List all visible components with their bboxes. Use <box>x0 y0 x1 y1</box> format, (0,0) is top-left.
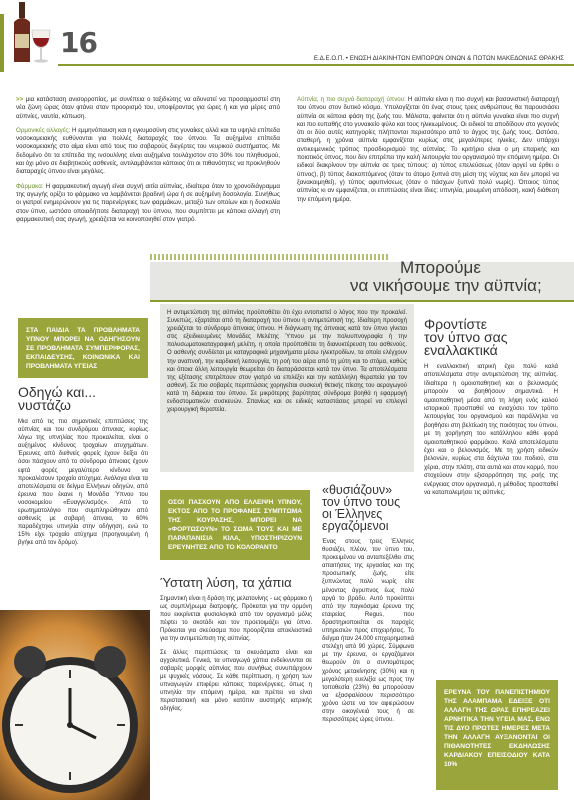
driver-title: Οδηγώ και... νυστάζω <box>18 384 96 413</box>
title-band <box>150 252 574 302</box>
main-title-line1: Μπορούμε <box>400 258 481 277</box>
alternative-title-line2: τον ύπνο σας <box>424 329 508 345</box>
children-callout-text: ΣΤΑ ΠΑΙΔΙΑ ΤΑ ΠΡΟΒΛΗΜΑΤΑ ΥΠΝΟΥ ΜΠΟΡΕΙ ΝΑ ΟΔΗΓΗΣΟΥΝ ΣΕ ΠΡΟΒΛΗΜΑΤΑ ΣΥΜΠΕΡΙΦΟΡΑΣ, ΕΚΠΑΙΔΕΥΣΗΣ, ΚΟΙΝΩΝΙΚΑ ΚΑΙ ΠΡΟΒΛΗΜΑΤΑ ΥΓΕΙΑΣ <box>26 327 140 370</box>
treatment-block <box>160 304 414 472</box>
greek-workers-title-4: εργαζόμενοι <box>322 519 389 533</box>
pills-paragraph-2: Σε άλλες περιπτώσεις τα σκευάσματα είναι και αγχολυτικά. Γενικά, τα υπναγωγά χάπια ενδείκνυνται σε σοβαρές μορφές αϋπνίας που συνήθως συνυπάρχουν με ψυχικές νόσους. Σε κάθε περίπτωση, η χρήση των υπναγωγών επιφέρει κάποιες παρενέργειες, όπως η υπνηλία την επόμενη ημέρα, και πρέπει να είναι περιστασιακή και μόνο κατόπιν αυστηρής ιατρικής οδηγίας. <box>160 649 312 713</box>
hormonal-lead: Ορμονικές αλλαγές: <box>16 126 71 134</box>
alternative-title-line1: Φροντίστε <box>424 316 487 332</box>
hormonal-paragraph: Ορμονικές αλλαγές: Η εμμηνόπαυση και η εγκυμοσύνη στις γυναίκες αλλά και τα υψηλά επίπεδα νοσοκομειακής ευθύνονται για πολλές διαταραχές του ύπνου. Τα αυξημένα επίπεδα νοσοκομειακής στο αίμα είναι από τους πιο σοβαρούς διεγέρτες του νευρικού συστήματος. Με δεδομένο ότι τα επίπεδα της ινσουλίνης είναι αυξημένα τουλάχιστον στο 30% του πληθυσμού, και όχι μόνο σε διαβητικούς ασθενείς, αντιλαμβάνεται κάποιος ότι οι πιθανότητες να προκληθούν διαταραχές ύπνου είναι μεγάλες. <box>16 126 280 176</box>
driver-section <box>18 386 148 548</box>
alternative-section <box>424 318 558 498</box>
weight-callout-box <box>160 490 310 560</box>
alabama-callout-box <box>436 680 558 790</box>
pills-section <box>160 576 312 713</box>
greek-workers-title-3: οι Έλληνες <box>322 507 383 521</box>
greek-workers-section <box>322 484 414 724</box>
treatment-text: Η αντιμετώπιση της αϋπνίας προϋποθέτει ότι έχει εντοπιστεί ο λόγος που την προκαλεί. Συνεπώς, εξαρτάται από τη διαταραχή του ύπνου η αντιμετώπισή της. Ιδιαίτερη προσοχή χρειάζεται το σύνδρομο άπνοιας ύπνου. Η διάγνωση της άπνοιας κατά τον ύπνο γίνεται στις εξειδικευμένες Μονάδες Μελέτης Ύπνου με την πολυυπνογραφία ή την πολυσωματοκαταγραφική μελέτη, η οποία προϋποθέτει τη διανυκτέρευση του ασθενούς. Ο ασθενής συνδέεται με καταγραφικά μηχανήματα μέσω ηλεκτροδίων, τα οποία ελέγχουν την αναπνοή, την καρδιακή λειτουργία, τη ροή του αέρα από τη μύτη και το στόμα, καθώς και όποια άλλη λειτουργία θεωρείται ότι διαταράσσεται κατά τον ύπνο. Τα αποτελέσματα της εξέτασης επιτρέπουν στον γιατρό να επιλέξει και την κατάλληλη θεραπεία για τον ασθενή. Σε πιο σοβαρές περιπτώσεις χορηγείται συσκευή θετικής πίεσης του αεραγωγού κατά τη διάρκεια του ύπνου. Σε μικρότερης βαρύτητας σύνδρομα βοηθά η εφαρμογή ενδοστοματικών συσκευών. Σπανίως και σε ειδικές καταστάσεις μπορεί να επιλεγεί χειρουργική θεραπεία. <box>167 310 407 414</box>
insomnia-lead: Αϋπνία, η πιο συχνά διαταραχή ύπνου: <box>297 96 406 103</box>
page-number: 16 <box>60 26 97 59</box>
medication-paragraph: Φάρμακα: Η φαρμακευτική αγωγή είναι συχνή αιτία αϋπνίας, ιδιαίτερα όταν το χρονοδιάγραμμα της αγωγής ορίζει το φάρμακο να λαμβάνεται βραδινή ώρα ή σε αυξημένη δοσολογία. Συνήθως οι γιατροί ενημερώνουν για τις παρενέργειες των φαρμάκων, μεταξύ των οποίων και η δυσκολία στον ύπνο, ωστόσο οποιαδήποτε διαταραχή του ύπνου, που συμπίπτει με κάποια αλλαγή στη φαρμακευτική σας αγωγή, χρειάζεται να κοινοποιηθεί στον γιατρό. <box>16 182 280 223</box>
header-org-line: Ε.Δ.Ε.Ο.Π. • ΕΝΩΣΗ ΔΙΑΚΙΝΗΤΩΝ ΕΜΠΟΡΩΝ ΟΙΝΩΝ & ΠΟΤΩΝ ΜΑΚΕΔΟΝΙΑΣ ΘΡΑΚΗΣ <box>313 55 564 62</box>
weight-callout-text: ΟΣΟΙ ΠΑΣΧΟΥΝ ΑΠΟ ΕΛΛΕΙΨΗ ΥΠΝΟΥ, ΕΚΤΟΣ ΑΠΟ ΤΟ ΠΡΟΦΑΝΕΣ ΣΥΜΠΤΩΜΑ ΤΗΣ ΚΟΥΡΑΣΗΣ, ΜΠΟΡΕΙ ΝΑ «ΦΟΡΤΩΣΟΥΝ» ΤΟ ΣΩΜΑ ΤΟΥΣ ΚΑΙ ΜΕ ΠΑΡΑΠΑΝΙΣΙΑ ΚΙΛΑ, ΥΠΟΣΤΗΡΙΖΟΥΝ ΕΡΕΥΝΗΤΕΣ ΑΠΟ ΤΟ ΚΟΛΟΡΑΝΤΟ <box>168 499 302 551</box>
title-band-rule <box>150 300 574 302</box>
greek-workers-title-1: «θυσιάζουν» <box>322 483 393 497</box>
greek-workers-body: Ένας στους τρεις Έλληνες θυσιάζει, πλέον, τον ύπνο του, προκειμένου να ανταπεξέλθει στις απαιτήσεις της εργασίας και της προσωπικής ζωής, είτε ξυπνώντας πολύ νωρίς είτε μένοντας άγρυπνος έως πολύ αργά το βράδυ. Αυτό προκύπτει από την παγκόσμια έρευνα της εταιρείας Regus, που δραστηριοποιείται σε παροχές υπηρεσιών προς επιχειρήσεις. Το δείγμα ήταν 24.000 επιχειρηματικά στελέχη από 90 χώρες. Σύμφωνα με την έρευνα, οι εργαζόμενοι θεωρούν ότι ο συντομότερος χρόνος μετακίνησης (30%) και η μεγαλύτερη ευελιξία ως προς την τοποθεσία (23%) θα μπορούσαν να εξασφαλίσουν περισσότερο χρόνο ώστε να τον αφιερώσουν στην οικογένειά τους ή σε περισσότερες ώρες ύπνου. <box>322 539 414 724</box>
wine-glass-logo-icon <box>0 0 58 72</box>
alternative-body: Η εναλλακτική ιατρική έχει πολύ καλά αποτελέσματα στην αντιμετώπιση της αϋπνίας. Ιδιαίτερα η ομοιοπαθητική και ο βελονισμός μπορούν να βοηθήσουν σημαντικά. Η ομοιοπαθητική μέσα από τη λήψη ενός καλού ιστορικού προσπαθεί να ενισχύσει τον τρόπο λειτουργίας του οργανισμού και παράλληλα να βοηθήσει στη βελτίωση της ποιότητας του ύπνου, με τη χορήγηση του κατάλληλου κάθε φορά ομοιοπαθητικού φαρμάκου. Καλά αποτελέσματα έχει και ο βελονισμός. Με τη χρήση ειδικών βελονών, κυρίως στα δάχτυλα του ποδιού, στα χέρια, στην πλάτη, στα αυτιά και στον κορμό, που στοχεύουν στην εξισορρόπηση της ροής της ενέργειας στον οργανισμό, η μέθοδος προσπαθεί να καταπολεμήσει τις αϋπνίες. <box>424 363 558 497</box>
medication-lead: Φάρμακα: <box>16 182 44 190</box>
title-band-dots <box>150 254 390 260</box>
pills-title: Ύστατη λύση, τα χάπια <box>160 575 292 590</box>
header-rule <box>58 64 574 66</box>
driver-body: Μια από τις πιο σημαντικές επιπτώσεις της αϋπνίας και του συνδρόμου άπνοιας, κυρίως λόγω της υπνηλίας που προκαλείται, είναι ο αυξημένος κίνδυνος τροχαίων ατυχημάτων. Έρευνες από διεθνείς φορείς έχουν δείξει ότι όσοι πάσχουν από το σύνδρομο άπνοιας έχουν εφτά φορές μεγαλύτερο κίνδυνο να προκαλέσουν τροχαίο ατύχημα. Ανάλογα είναι τα αποτελέσματα σε δείγμα Ελλήνων οδηγών, από έρευνα που έκανε η Μονάδα Ύπνου του νοσοκομείου «Ευαγγελισμός». Από το ερωτηματολόγιο που συμπληρώθηκαν από ασθενείς με σοβαρή άπνοια, το 60% παραδέχτηκε υπνηλία στην οδήγηση, ενώ το 15% είχε τροχαίο ατύχημα (προηγουμένη ή βγήκε από τον δρόμο). <box>18 419 148 547</box>
alternative-title-line3: εναλλακτικά <box>424 342 498 358</box>
pills-paragraph-1: Σημαντική είναι η δράση της μελατονίνης - ως φάρμακο ή ως συμπλήρωμα διατροφής. Πρόκειται για την ορμόνη που εκκρίνεται φυσιολογικά από τον οργανισμό μόλις πέφτει το σκοτάδι και τον προετοιμάζει για ύπνο. Πρόκειται για σκεύασμα που προορίζεται αποκλειστικά για την αντιμετώπιση της αϋπνίας. <box>160 596 312 643</box>
right-column-insomnia <box>297 96 559 204</box>
continuation-marker: >> <box>16 96 26 103</box>
intro-paragraph: >> μια κατάσταση ανισορροπίας, με συνέπεια ο ταξιδιώτης να αδυνατεί να προσαρμοστεί στη νέα ζώνη ώρας όταν φτάνει σταν προορισμό του, υποφέροντας για ώρες ή και για μέρες από αϋπνίες, ναυτία, κόπωση. <box>16 96 280 120</box>
main-title-line2: να νικήσουμε την αϋπνία; <box>350 276 542 295</box>
left-column-intro <box>16 96 280 224</box>
insomnia-paragraph: Αϋπνία, η πιο συχνά διαταραχή ύπνου: Η αϋπνία είναι η πιο συχνή και βασανιστική διαταραχή του ύπνου στον δυτικό κόσμο. Υπολογίζεται ότι ένας στους τρεις ανθρώπους θα παρουσιάσει αϋπνία σε κάποια φάση της ζωής του. Μάλιστα, φαίνεται ότι η αϋπνία γυναίκα είναι πιο συχνή και πιο ευπαθής στο γυναικείο φύλο και τους ηλικιωμένους. Οι ειδικοί τα αποδίδουν στο γεγονός ότι οι δύο αυτές κατηγορίες πλήττονται περισσότερο από το άγχος της ζωής τους. Ωστόσο, σταθερή, η χρόνια αϋπνία εμφανίζεται κυρίως στις μεγαλύτερες ηλικίες. Δεν υπάρχει αντικειμενικός τρόπος προσδιορισμού της αϋπνίας. Το κριτήριο είναι ο μη επαρκής και ποιοτικός ύπνος, που δεν επιτρέπει την καλή λειτουργία του οργανισμού την επόμενη ημέρα. Οι ειδικοί διακρίνουν την αϋπνία σε τρεις τύπους: α) τύπος επελεύσεως (όταν αργεί να έρθει ο ύπνος), β) τύπος διακοπτόμενος (όταν το άτομο ξυπνά στη μέση της νύχτας και δεν μπορεί να ξανακοιμηθεί), γ) τύπος αφυπνίσεως (όταν ο πάσχων ξυπνά πολύ νωρίς). Όποιος τύπος αϋπνίας κι αν εμφανίζεται, οι επιπτώσεις είναι ίδιες: υπνηλία, μειωμένη απόδοση, κακή διάθεση την επόμενη ημέρα. <box>297 96 559 203</box>
alabama-callout-text: ΕΡΕΥΝΑ ΤΟΥ ΠΑΝΕΠΙΣΤΗΜΙΟΥ ΤΗΣ ΑΛΑΜΠΑΜΑ ΕΔΕΙΞΕ ΟΤΙ ΑΛΛΑΓΗ ΤΗΣ ΩΡΑΣ ΕΠΗΡΕΑΖΕΙ ΑΡΝΗΤΙΚΑ ΤΗΝ ΥΓΕΙΑ ΜΑΣ, ΕΝΩ ΤΙΣ ΔΥΟ ΠΡΩΤΕΣ ΗΜΕΡΕΣ ΜΕΤΑ ΤΗΝ ΑΛΛΑΓΗ ΑΥΞΑΝΟΝΤΑΙ ΟΙ ΠΙΘΑΝΟΤΗΤΕΣ ΕΚΔΗΛΩΣΗΣ ΚΑΡΔΙΑΚΟΥ ΕΠΕΙΣΟΔΙΟΥ ΚΑΤΑ 10% <box>444 689 550 768</box>
greek-workers-title-2: τον ύπνο τους <box>322 495 401 509</box>
alarm-clock-illustration <box>0 610 150 800</box>
page-header <box>0 0 574 70</box>
children-callout-box <box>18 318 148 378</box>
